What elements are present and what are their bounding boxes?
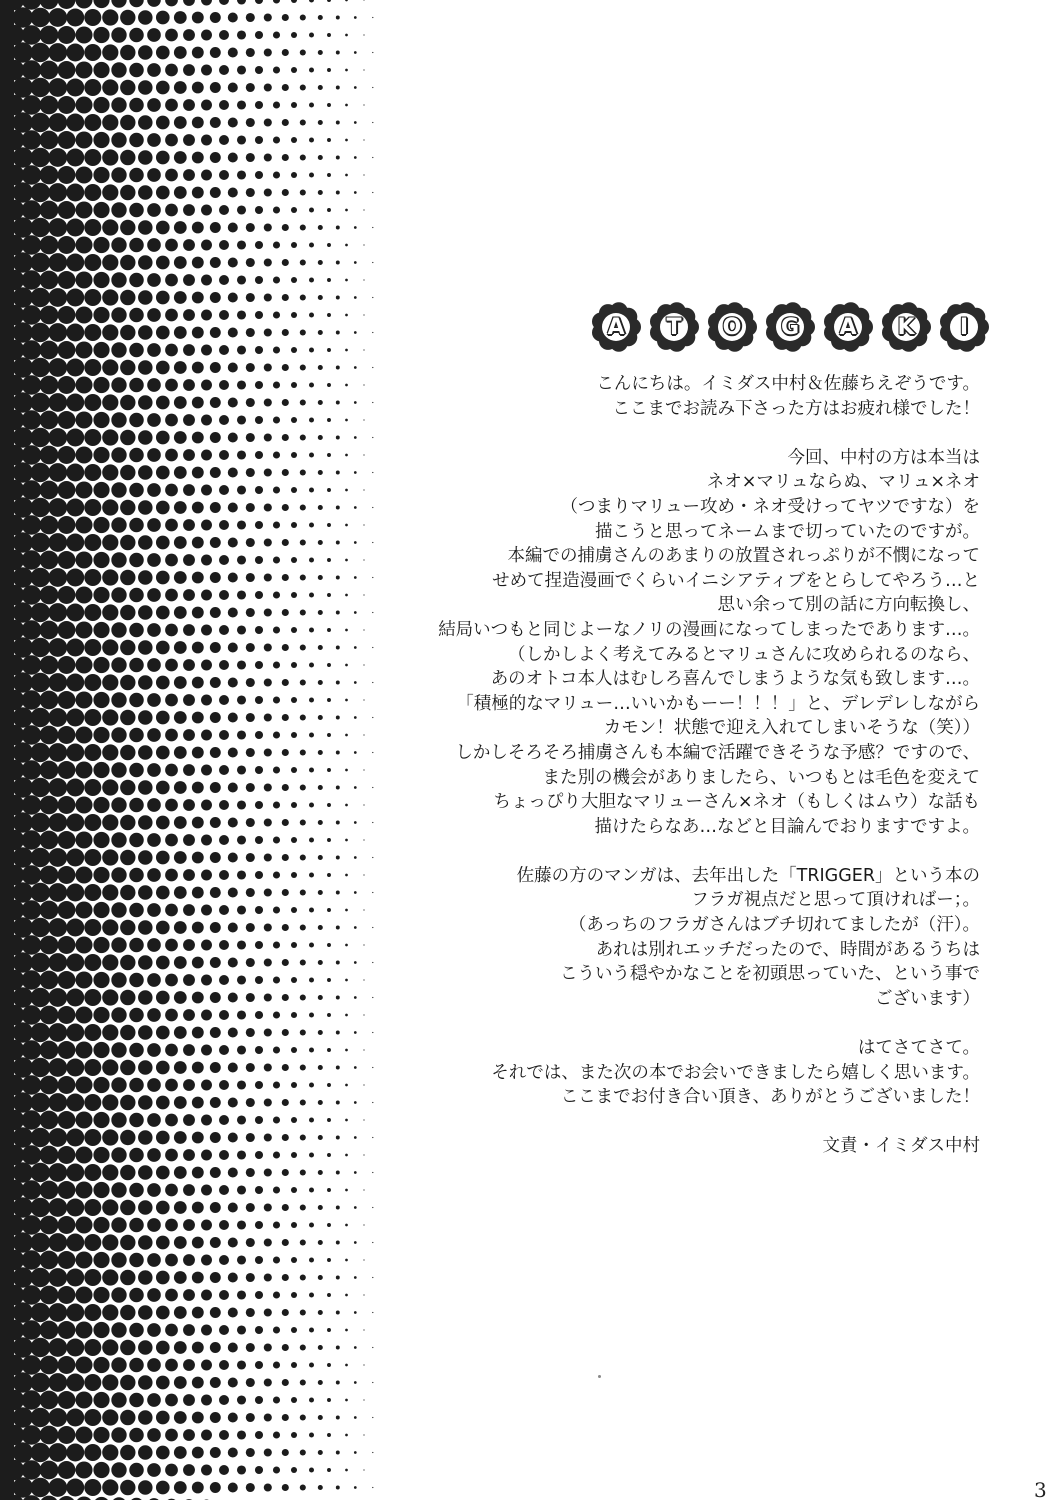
title-flower-badge: [706, 301, 758, 353]
afterword-line: 描こうと思ってネームまで切っていたのですが。: [380, 520, 980, 545]
afterword-line: カモン！状態で迎え入れてしまいそうな（笑））: [380, 716, 980, 741]
afterword-line: 文責・イミダス中村: [380, 1134, 980, 1159]
title-letter: G: [764, 301, 816, 353]
page-number: 3: [1034, 1478, 1047, 1502]
afterword-line: 本編での捕虜さんのあまりの放置されっぷりが不憫になって: [380, 544, 980, 569]
afterword-line: 佐藤の方のマンガは、去年出した「TRIGGER」という本の: [380, 864, 980, 889]
afterword-line: こんにちは。イミダス中村＆佐藤ちえぞうです。: [380, 372, 980, 397]
afterword-line: フラガ視点だと思って頂ければー；。: [380, 888, 980, 913]
title-letter: A: [590, 301, 642, 353]
paragraph-gap: [380, 421, 980, 446]
afterword-line: あのオトコ本人はむしろ喜んでしまうような気も致します…。: [380, 667, 980, 692]
title-letter: K: [880, 301, 932, 353]
afterword-line: こういう穏やかなことを初頭思っていた、という事で: [380, 962, 980, 987]
title-flower-badge: [880, 301, 932, 353]
afterword-line: また別の機会がありましたら、いつもとは毛色を変えて: [380, 766, 980, 791]
afterword-line: （しかしよく考えてみるとマリュさんに攻められるのなら、: [380, 643, 980, 668]
stray-speck: [598, 1375, 601, 1378]
title-flower-badge: [648, 301, 700, 353]
afterword-line: 描けたらなあ…などと目論んでおりますですよ。: [380, 815, 980, 840]
title-letter: T: [648, 301, 700, 353]
afterword-line: （つまりマリュー攻め・ネオ受けってヤツですな）を: [380, 495, 980, 520]
title-flower-badge: [938, 301, 990, 353]
atogaki-title: [590, 292, 990, 362]
afterword-line: しかしそろそろ捕虜さんも本編で活躍できそうな予感？ですので、: [380, 741, 980, 766]
afterword-line: あれは別れエッチだったので、時間があるうちは: [380, 938, 980, 963]
title-letter: I: [938, 301, 990, 353]
halftone-dot-pattern: [0, 0, 380, 1500]
afterword-line: 今回、中村の方は本当は: [380, 446, 980, 471]
afterword-line: ございます）: [380, 987, 980, 1012]
afterword-line: せめて捏造漫画でくらいイニシアティブをとらしてやろう…と: [380, 569, 980, 594]
afterword-line: ここまでお付き合い頂き、ありがとうございました！: [380, 1085, 980, 1110]
title-flower-badge: [822, 301, 874, 353]
afterword-line: それでは、また次の本でお会いできましたら嬉しく思います。: [380, 1061, 980, 1086]
afterword-line: 結局いつもと同じよーなノリの漫画になってしまったであります…。: [380, 618, 980, 643]
paragraph-gap: [380, 1110, 980, 1135]
afterword-line: （あっちのフラガさんはブチ切れてましたが（汗）。: [380, 913, 980, 938]
halftone-solid-edge: [0, 0, 14, 1500]
afterword-text: [380, 372, 980, 1159]
afterword-line: ちょっぴり大胆なマリューさん×ネオ（もしくはムウ）な話も: [380, 790, 980, 815]
paragraph-gap: [380, 839, 980, 864]
title-flower-badge: [590, 301, 642, 353]
title-letter: O: [706, 301, 758, 353]
title-flower-badge: [764, 301, 816, 353]
title-letter: A: [822, 301, 874, 353]
afterword-line: はてさてさて。: [380, 1036, 980, 1061]
afterword-line: 「積極的なマリュー…いいかもーー！！！」と、デレデレしながら: [380, 692, 980, 717]
afterword-line: ここまでお読み下さった方はお疲れ様でした！: [380, 397, 980, 422]
afterword-line: ネオ×マリュならぬ、マリュ×ネオ: [380, 470, 980, 495]
paragraph-gap: [380, 1011, 980, 1036]
afterword-line: 思い余って別の話に方向転換し、: [380, 593, 980, 618]
